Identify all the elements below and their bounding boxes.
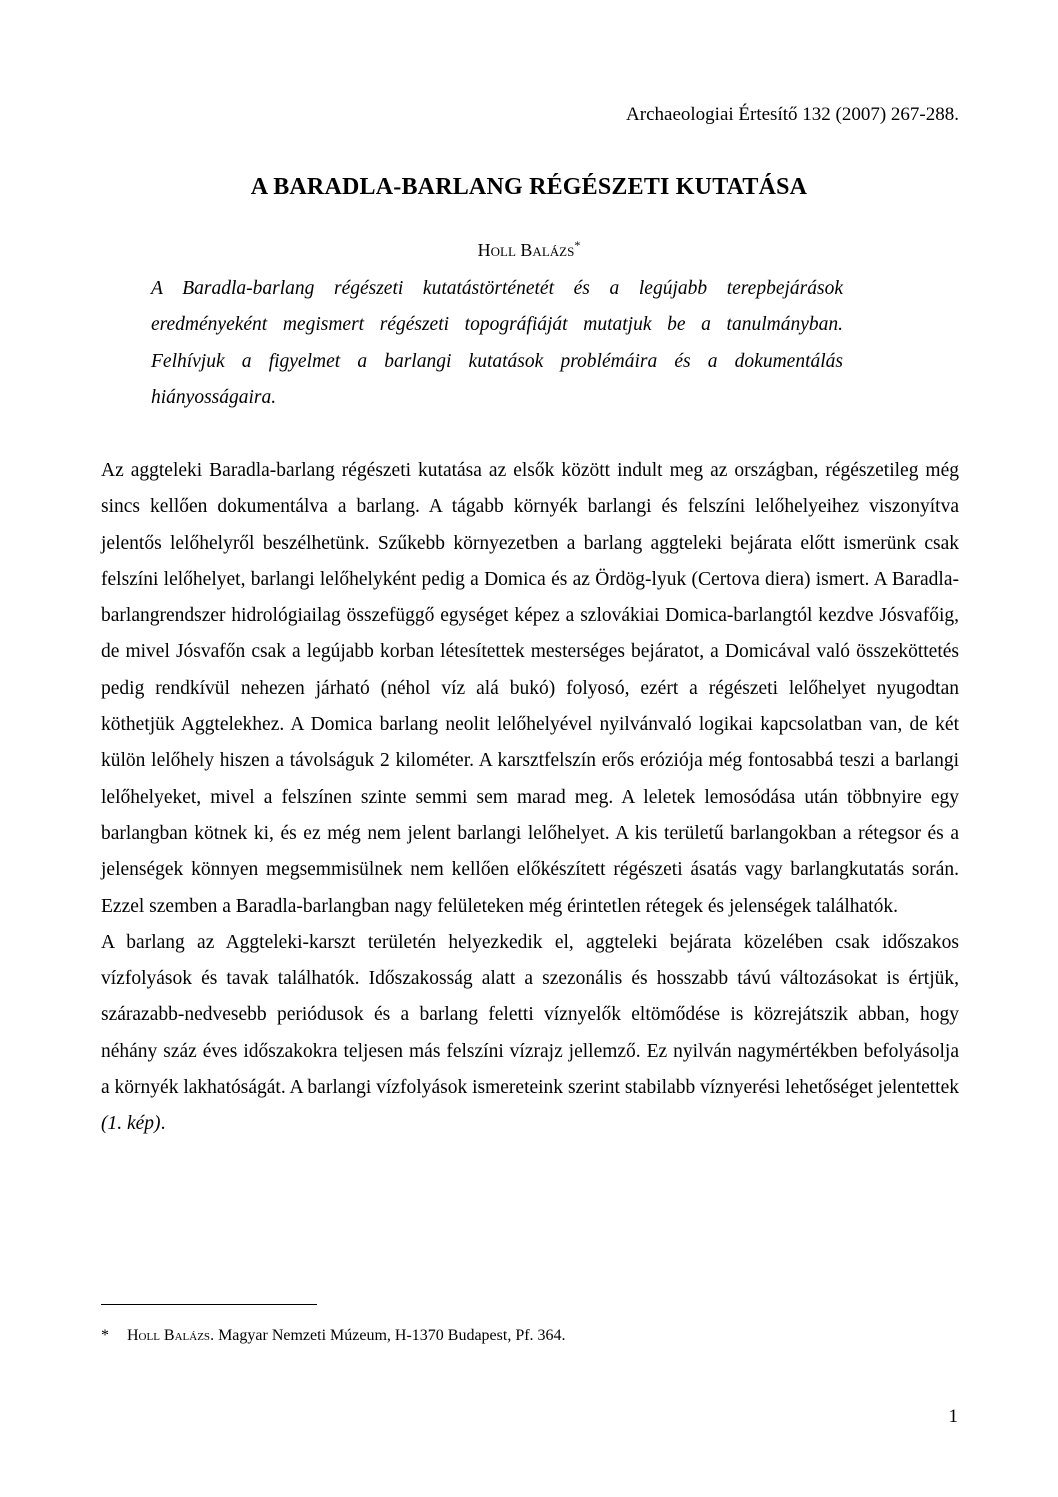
article-title: A BARADLA-BARLANG RÉGÉSZETI KUTATÁSA <box>250 174 808 200</box>
footnote <box>101 1326 959 1346</box>
footnote-separator <box>101 1304 317 1305</box>
body-paragraph-1: Az aggteleki Baradla-barlang régészeti kutatása az elsők között indult meg az országban, régészetileg még sincs kellően dokumentálva a barlang. A tágabb környék barlangi és felszíni lelőhelyeihez viszonyítva jelentős lelőhelyről beszélhetünk. Szűkebb környezetben a barlang aggteleki bejárata előtt ismerünk csak felszíni lelőhelyet, barlangi lelőhelyként pedig a Domica és az Ördög-lyuk (Certova diera) ismert. A Baradla-barlangrendszer hidrológiailag összefüggő egységet képez a szlovákiai Domica-barlangtól kezdve Jósvafőig, de mivel Jósvafőn csak a legújabb korban létesítettek mesterséges bejáratot, a Domicával való összeköttetés pedig rendkívül nehezen járható (néhol víz alá bukó) folyosó, ezért a régészeti lelőhelyet nyugodtan köthetjük Aggtelekhez. A Domica barlang neolit lelőhelyével nyilvánvaló logikai kapcsolatban van, de két külön lelőhely hiszen a távolságuk 2 kilométer. A karsztfelszín erős eróziója még fontosabbá teszi a barlangi lelőhelyeket, mivel a felszínen szinte semmi sem marad meg. A leletek lemosódása után többnyire egy barlangban kötnek ki, és ez még nem jelent barlangi lelőhelyet. A kis területű barlangokban a rétegsor és a jelenségek könnyen megsemmisülnek nem kellően előkészített régészeti ásatás vagy barlangkutatás során. Ezzel szemben a Baradla-barlangban nagy felületeken még érintetlen rétegek és jelenségek találhatók. <box>101 460 959 917</box>
author-footnote-mark: * <box>574 238 581 252</box>
article-author <box>0 234 1058 261</box>
author-name: Holl Balázs <box>477 240 575 260</box>
body-paragraph-2 <box>101 925 959 1143</box>
footnote-mark: * <box>101 1327 109 1344</box>
body-paragraph-2-text: A barlang az Aggteleki-karszt területén helyezkedik el, aggteleki bejárata közelében csak időszakos vízfolyások és tavak találhatók. Időszakosság alatt a szezonális és hosszabb távú változásokat is értjük, szárazabb-nedvesebb periódusok és a barlang feletti víznyelők eltömődése is közrejátszik abban, hogy néhány száz éves időszakokra teljesen más felszíni vízrajz jellemző. Ez nyilván nagymértékben befolyásolja a környék lakhatóságát. A barlangi vízfolyások ismereteink szerint stabilabb víznyerési lehetőséget jelentettek <box>101 931 959 1099</box>
paragraph-end-punctuation: . <box>160 1113 166 1135</box>
figure-reference: (1. kép) <box>101 1113 161 1135</box>
footnote-text: . Magyar Nemzeti Múzeum, H-1370 Budapest, Pf. 364. <box>210 1327 566 1344</box>
page-number: 1 <box>948 1406 958 1427</box>
journal-reference: Archaeologiai Értesítő 132 (2007) 267-288. <box>626 104 959 125</box>
article-body <box>101 453 959 1143</box>
article-abstract: A Baradla-barlang régészeti kutatástörténetét és a legújabb terepbejárások eredményeként megismert régészeti topográfiáját mutatjuk be a tanulmányban. Felhívjuk a figyelmet a barlangi kutatások problémáira és a dokumentálás hiányosságaira. <box>151 278 843 408</box>
footnote-author: Holl Balázs <box>127 1327 211 1344</box>
